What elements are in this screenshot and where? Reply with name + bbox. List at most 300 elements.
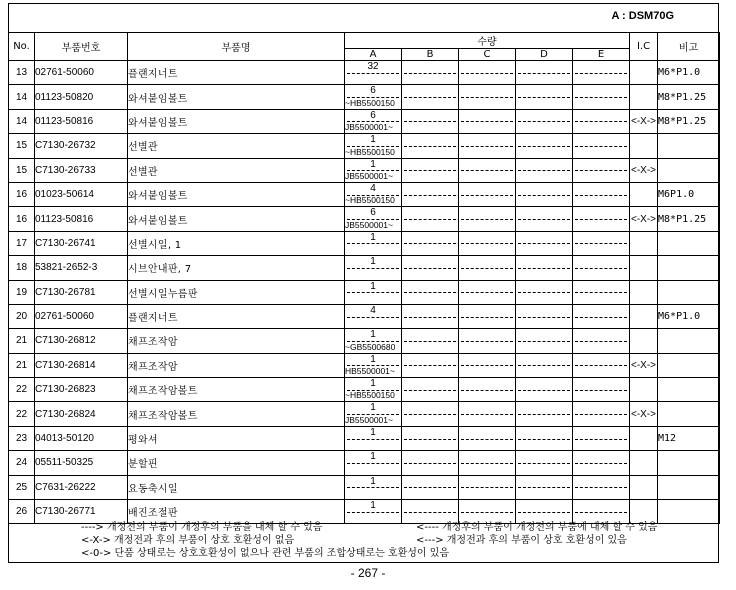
qty-divider (518, 414, 570, 415)
part-name: 선별시일누름판 (128, 280, 345, 304)
row-number: 15 (9, 158, 35, 182)
header-remark: 비고 (658, 33, 720, 61)
qty-cell-c (459, 134, 516, 158)
remark: M8*P1.25 (658, 85, 720, 109)
qty-divider (575, 390, 627, 391)
remark (658, 378, 720, 402)
serial-range: JB5500001~ (345, 170, 393, 181)
part-name: 배진조절판 (128, 500, 345, 524)
qty-value: 6 (370, 207, 376, 219)
qty-cell-a (345, 451, 402, 475)
table-row (9, 134, 720, 158)
qty-cell-a (345, 61, 402, 85)
remark: M12 (658, 426, 720, 450)
table-row (9, 402, 720, 426)
qty-cell-d (516, 231, 573, 255)
qty-divider (404, 195, 456, 196)
row-number: 15 (9, 134, 35, 158)
part-name: 채프조작암볼트 (128, 402, 345, 426)
qty-divider (347, 463, 399, 464)
qty-cell-b (402, 329, 459, 353)
remark: M6*P1.0 (658, 304, 720, 328)
row-number: 18 (9, 256, 35, 280)
qty-divider (347, 292, 399, 293)
remark (658, 256, 720, 280)
qty-divider (461, 317, 513, 318)
qty-cell-b (402, 109, 459, 133)
part-name: 와셔붙임볼트 (128, 85, 345, 109)
qty-divider (575, 73, 627, 74)
remark (658, 475, 720, 499)
serial-range: JB5500001~ (345, 414, 393, 425)
table-row (9, 304, 720, 328)
qty-divider (518, 121, 570, 122)
legend-backward: <---- 개정후의 부품이 개정전의 부품에 대체 할 수 있음 (416, 522, 658, 533)
row-number: 14 (9, 109, 35, 133)
qty-divider (575, 487, 627, 488)
qty-cell-c (459, 451, 516, 475)
part-name: 플랜지너트 (128, 61, 345, 85)
qty-cell-d (516, 182, 573, 206)
qty-cell-c (459, 426, 516, 450)
qty-cell-e (573, 426, 630, 450)
qty-cell-d (516, 109, 573, 133)
qty-divider (575, 97, 627, 98)
qty-divider (518, 292, 570, 293)
qty-cell-a (345, 280, 402, 304)
qty-divider (461, 390, 513, 391)
header-qty-d: D (516, 49, 573, 61)
row-number: 16 (9, 207, 35, 231)
qty-divider (461, 268, 513, 269)
serial-range: HB5500001~ (345, 366, 395, 377)
qty-cell-c (459, 329, 516, 353)
qty-divider (461, 97, 513, 98)
interchangeability (630, 304, 658, 328)
qty-cell-a (345, 256, 402, 280)
qty-value: 1 (370, 451, 376, 463)
qty-cell-a (345, 134, 402, 158)
qty-value: 6 (370, 109, 376, 121)
qty-divider (404, 463, 456, 464)
qty-divider (518, 512, 570, 513)
qty-divider (518, 365, 570, 366)
qty-divider (404, 439, 456, 440)
qty-cell-d (516, 158, 573, 182)
qty-cell-e (573, 378, 630, 402)
interchangeability (630, 451, 658, 475)
interchangeability (630, 182, 658, 206)
qty-cell-b (402, 256, 459, 280)
qty-cell-c (459, 475, 516, 499)
part-number: C7130-26812 (35, 329, 128, 353)
qty-cell-d (516, 280, 573, 304)
part-name: 플랜지너트 (128, 304, 345, 328)
table-row (9, 280, 720, 304)
remark (658, 451, 720, 475)
qty-cell-c (459, 378, 516, 402)
qty-cell-a (345, 85, 402, 109)
qty-value: 4 (370, 304, 376, 316)
qty-divider (575, 146, 627, 147)
part-name: 선별관 (128, 134, 345, 158)
qty-cell-b (402, 134, 459, 158)
serial-range: ~HB5500150 (345, 97, 395, 108)
qty-cell-b (402, 207, 459, 231)
qty-cell-c (459, 353, 516, 377)
part-number: C7130-26771 (35, 500, 128, 524)
qty-cell-e (573, 85, 630, 109)
qty-value: 1 (370, 158, 376, 170)
interchangeability (630, 61, 658, 85)
remark (658, 231, 720, 255)
qty-value: 1 (370, 426, 376, 438)
qty-divider (461, 463, 513, 464)
qty-cell-c (459, 280, 516, 304)
qty-divider (575, 170, 627, 171)
qty-cell-b (402, 182, 459, 206)
interchangeability (630, 329, 658, 353)
qty-divider (347, 439, 399, 440)
remark (658, 280, 720, 304)
row-number: 20 (9, 304, 35, 328)
qty-divider (404, 121, 456, 122)
header-ic: I.C (630, 33, 658, 61)
qty-cell-a (345, 304, 402, 328)
qty-cell-e (573, 182, 630, 206)
header-no: No. (9, 33, 35, 61)
qty-divider (461, 146, 513, 147)
qty-divider (461, 439, 513, 440)
qty-divider (518, 243, 570, 244)
part-name: 와셔붙임볼트 (128, 207, 345, 231)
qty-cell-e (573, 61, 630, 85)
header-qty-b: B (402, 49, 459, 61)
serial-range: ~HB5500150 (345, 195, 395, 206)
qty-value: 1 (370, 329, 376, 341)
qty-divider (518, 219, 570, 220)
qty-divider (518, 73, 570, 74)
remark: M6*P1.0 (658, 61, 720, 85)
interchangeability: <-X-> (630, 402, 658, 426)
qty-cell-d (516, 402, 573, 426)
table-row (9, 231, 720, 255)
qty-divider (575, 414, 627, 415)
part-number: C7130-26733 (35, 158, 128, 182)
qty-divider (404, 292, 456, 293)
row-number: 24 (9, 451, 35, 475)
qty-cell-e (573, 402, 630, 426)
part-name: 요동축시일 (128, 475, 345, 499)
qty-divider (518, 341, 570, 342)
part-name: 선별관 (128, 158, 345, 182)
table-row (9, 158, 720, 182)
qty-divider (575, 317, 627, 318)
qty-divider (461, 341, 513, 342)
qty-divider (575, 268, 627, 269)
part-number: 01123-50816 (35, 207, 128, 231)
qty-divider (575, 439, 627, 440)
row-number: 23 (9, 426, 35, 450)
interchangeability: <-X-> (630, 158, 658, 182)
qty-divider (461, 243, 513, 244)
qty-value: 1 (370, 500, 376, 512)
header-part-no: 부품번호 (35, 33, 128, 61)
qty-divider (518, 195, 570, 196)
qty-cell-d (516, 304, 573, 328)
qty-divider (404, 243, 456, 244)
table-row (9, 378, 720, 402)
part-name: 시브안내판, 7 (128, 256, 345, 280)
qty-divider (404, 73, 456, 74)
qty-cell-a (345, 207, 402, 231)
qty-value: 1 (370, 231, 376, 243)
qty-cell-e (573, 329, 630, 353)
qty-divider (461, 73, 513, 74)
qty-cell-b (402, 304, 459, 328)
model-label: A : DSM70G (611, 10, 674, 22)
part-number: C7130-26781 (35, 280, 128, 304)
qty-divider (404, 219, 456, 220)
qty-divider (461, 512, 513, 513)
qty-cell-b (402, 402, 459, 426)
interchangeability (630, 134, 658, 158)
qty-divider (404, 487, 456, 488)
part-name: 와셔붙임볼트 (128, 182, 345, 206)
qty-divider (518, 146, 570, 147)
qty-divider (518, 390, 570, 391)
interchangeability: <-X-> (630, 353, 658, 377)
part-name: 분할핀 (128, 451, 345, 475)
qty-divider (347, 487, 399, 488)
interchangeability (630, 85, 658, 109)
qty-cell-c (459, 207, 516, 231)
qty-cell-d (516, 329, 573, 353)
interchangeability (630, 378, 658, 402)
qty-divider (518, 170, 570, 171)
qty-divider (461, 170, 513, 171)
qty-divider (461, 219, 513, 220)
qty-cell-b (402, 158, 459, 182)
qty-cell-c (459, 61, 516, 85)
qty-cell-e (573, 451, 630, 475)
legend-compatible: <---> 개정전과 후의 부품이 상호 호환성이 있음 (416, 535, 627, 546)
table-row (9, 182, 720, 206)
qty-cell-a (345, 402, 402, 426)
qty-divider (404, 365, 456, 366)
qty-divider (518, 463, 570, 464)
qty-cell-a (345, 426, 402, 450)
qty-divider (575, 243, 627, 244)
qty-cell-e (573, 109, 630, 133)
qty-cell-b (402, 451, 459, 475)
qty-cell-e (573, 231, 630, 255)
legend-not-compatible: <-X-> 개정전과 후의 부품이 상호 호환성이 없음 (81, 535, 295, 546)
row-number: 21 (9, 353, 35, 377)
qty-cell-b (402, 378, 459, 402)
part-number: C7130-26741 (35, 231, 128, 255)
row-number: 16 (9, 182, 35, 206)
qty-cell-d (516, 426, 573, 450)
qty-divider (347, 243, 399, 244)
qty-value: 1 (370, 402, 376, 414)
legend-forward: ----> 개정전의 부품이 개정후의 부품을 대체 할 수 있음 (81, 522, 323, 533)
part-name: 와셔붙임볼트 (128, 109, 345, 133)
qty-divider (518, 97, 570, 98)
qty-value: 1 (370, 134, 376, 146)
serial-range: JB5500001~ (345, 219, 393, 230)
remark (658, 329, 720, 353)
legend-combination: <-0-> 단품 상태로는 상호호환성이 없으나 관련 부품의 조합상태로는 호환성이 있음 (81, 548, 450, 559)
table-row (9, 451, 720, 475)
qty-divider (404, 341, 456, 342)
qty-cell-d (516, 85, 573, 109)
row-number: 26 (9, 500, 35, 524)
qty-cell-a (345, 353, 402, 377)
qty-cell-d (516, 61, 573, 85)
interchangeability (630, 426, 658, 450)
qty-divider (518, 487, 570, 488)
qty-cell-a (345, 182, 402, 206)
qty-cell-a (345, 231, 402, 255)
qty-value: 1 (370, 353, 376, 365)
table-row (9, 256, 720, 280)
row-number: 19 (9, 280, 35, 304)
qty-cell-d (516, 378, 573, 402)
part-name: 채프조작암볼트 (128, 378, 345, 402)
interchangeability (630, 231, 658, 255)
qty-cell-c (459, 231, 516, 255)
qty-divider (461, 195, 513, 196)
remark: M8*P1.25 (658, 109, 720, 133)
part-number: 53821-2652-3 (35, 256, 128, 280)
interchangeability (630, 280, 658, 304)
qty-divider (575, 365, 627, 366)
row-number: 22 (9, 378, 35, 402)
part-number: C7130-26824 (35, 402, 128, 426)
qty-cell-a (345, 158, 402, 182)
qty-cell-b (402, 280, 459, 304)
qty-cell-e (573, 207, 630, 231)
qty-divider (404, 512, 456, 513)
qty-cell-e (573, 134, 630, 158)
qty-cell-e (573, 280, 630, 304)
qty-cell-e (573, 353, 630, 377)
qty-value: 1 (370, 256, 376, 268)
table-row (9, 426, 720, 450)
qty-divider (404, 97, 456, 98)
qty-value: 1 (370, 378, 376, 390)
qty-value: 1 (370, 280, 376, 292)
remark (658, 353, 720, 377)
qty-divider (575, 219, 627, 220)
qty-divider (461, 414, 513, 415)
qty-divider (575, 512, 627, 513)
header-qty: 수량 (345, 33, 630, 49)
qty-divider (347, 317, 399, 318)
parts-table (8, 32, 720, 524)
row-number: 13 (9, 61, 35, 85)
qty-cell-b (402, 61, 459, 85)
interchangeability (630, 475, 658, 499)
qty-value: 6 (370, 85, 376, 97)
qty-cell-d (516, 256, 573, 280)
part-number: C7631-26222 (35, 475, 128, 499)
qty-divider (461, 487, 513, 488)
serial-range: ~HB5500150 (345, 390, 395, 401)
qty-cell-a (345, 329, 402, 353)
serial-range: ~GB5500680 (345, 341, 396, 352)
qty-value: 32 (367, 61, 379, 72)
qty-divider (575, 121, 627, 122)
header-qty-e: E (573, 49, 630, 61)
qty-value: 1 (370, 475, 376, 487)
qty-divider (347, 268, 399, 269)
qty-divider (518, 317, 570, 318)
part-number: 01123-50820 (35, 85, 128, 109)
interchangeability: <-X-> (630, 207, 658, 231)
part-number: 05511-50325 (35, 451, 128, 475)
part-name: 채프조작암 (128, 353, 345, 377)
qty-cell-c (459, 85, 516, 109)
part-number: 01123-50816 (35, 109, 128, 133)
header-part-name: 부품명 (128, 33, 345, 61)
remark (658, 158, 720, 182)
qty-divider (347, 512, 399, 513)
qty-cell-e (573, 256, 630, 280)
qty-cell-c (459, 256, 516, 280)
qty-cell-d (516, 451, 573, 475)
row-number: 21 (9, 329, 35, 353)
qty-divider (575, 463, 627, 464)
header-qty-c: C (459, 49, 516, 61)
part-name: 선별시일, 1 (128, 231, 345, 255)
remark: M6P1.0 (658, 182, 720, 206)
part-number: C7130-26823 (35, 378, 128, 402)
part-name: 평와셔 (128, 426, 345, 450)
qty-cell-a (345, 109, 402, 133)
serial-range: JB5500001~ (345, 122, 393, 133)
qty-divider (404, 390, 456, 391)
table-row (9, 353, 720, 377)
qty-cell-b (402, 426, 459, 450)
table-row (9, 207, 720, 231)
remark: M8*P1.25 (658, 207, 720, 231)
qty-cell-b (402, 231, 459, 255)
part-number: C7130-26814 (35, 353, 128, 377)
qty-cell-e (573, 158, 630, 182)
qty-divider (404, 146, 456, 147)
qty-cell-b (402, 85, 459, 109)
remark (658, 134, 720, 158)
qty-cell-c (459, 158, 516, 182)
qty-cell-b (402, 353, 459, 377)
table-row (9, 109, 720, 133)
part-number: 01023-50614 (35, 182, 128, 206)
qty-divider (461, 365, 513, 366)
qty-cell-a (345, 475, 402, 499)
table-row (9, 475, 720, 499)
qty-cell-c (459, 402, 516, 426)
row-number: 25 (9, 475, 35, 499)
row-number: 22 (9, 402, 35, 426)
qty-cell-e (573, 475, 630, 499)
interchangeability: <-X-> (630, 109, 658, 133)
qty-cell-e (573, 304, 630, 328)
interchangeability (630, 256, 658, 280)
qty-divider (404, 170, 456, 171)
qty-divider (575, 292, 627, 293)
